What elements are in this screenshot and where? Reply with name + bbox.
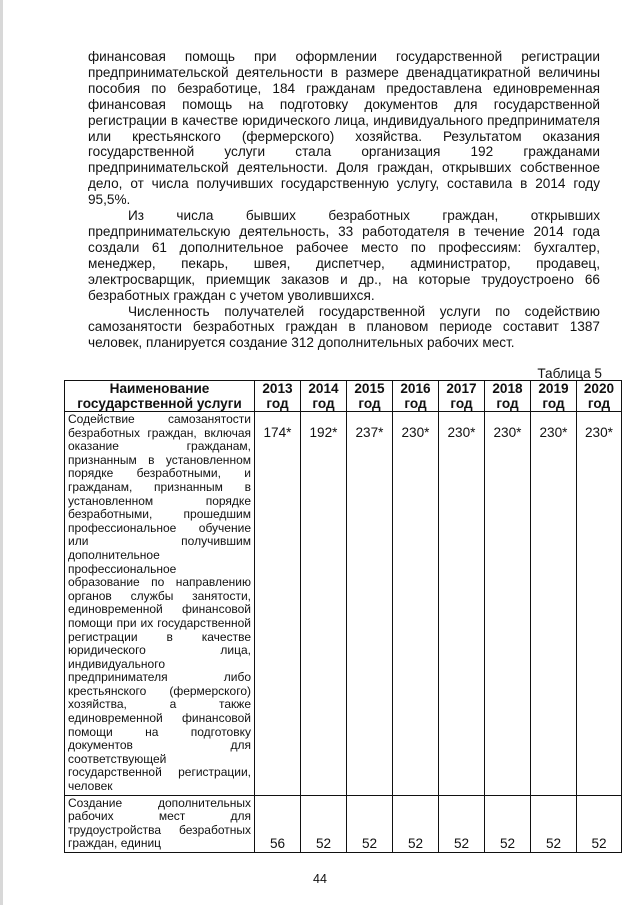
row-value: 230* (577, 412, 622, 796)
row-value: 52 (439, 795, 485, 852)
header-year: 2020 год (577, 381, 622, 412)
row-value: 52 (485, 795, 531, 852)
row-value: 56 (255, 795, 301, 852)
services-table (64, 380, 622, 853)
header-year: 2015 год (347, 381, 393, 412)
header-year: 2018 год (485, 381, 531, 412)
row-value: 52 (347, 795, 393, 852)
row-value: 52 (393, 795, 439, 852)
row-value: 52 (577, 795, 622, 852)
header-year: 2019 год (531, 381, 577, 412)
table-row (65, 412, 622, 796)
page-number: 44 (313, 872, 327, 886)
row-value: 52 (531, 795, 577, 852)
table-header-row (65, 381, 622, 412)
header-year: 2014 год (301, 381, 347, 412)
header-year: 2017 год (439, 381, 485, 412)
row-value: 230* (531, 412, 577, 796)
paragraph-3: Численность получателей государственной услуги по содействию самозанятости безработных граждан в плановом периоде составит 1387 человек, планируется создание 312 дополнительных рабочих мест. (88, 303, 600, 351)
header-year: 2016 год (393, 381, 439, 412)
header-service-name: Наименование государственной услуги (65, 381, 255, 412)
row-value: 174* (255, 412, 301, 796)
row-value: 230* (485, 412, 531, 796)
header-year: 2013 год (255, 381, 301, 412)
body-text (88, 49, 600, 351)
row-service-name: Создание дополнительных рабочих мест для трудоустройства безработных граждан, единиц (65, 795, 255, 852)
table-caption: Таблица 5 (537, 366, 602, 381)
scan-edge (0, 0, 3, 905)
table-row (65, 795, 622, 852)
row-service-name: Содействие самозанятости безработных граждан, включая оказание гражданам, признанным в установленном порядке безработными, и гражданам, признанным в установленном порядке безработными, прошедшим профессиональное обучение или получившим дополнительное профессиональное образование по направлению органов службы занятости, единовременной финансовой помощи при их государственной регистрации в качестве юридического лица, индивидуального предпринимателя либо крестьянского (фермерского) хозяйства, а также единовременной финансовой помощи на подготовку документов для соответствующей государственной регистрации, человек (65, 412, 255, 796)
row-value: 230* (439, 412, 485, 796)
row-value: 192* (301, 412, 347, 796)
row-value: 230* (393, 412, 439, 796)
paragraph-1: финансовая помощь при оформлении государственной регистрации предпринимательской деятельности в размере двенадцатикратной величины пособия по безработице, 184 гражданам предоставлена единовременная финансовая помощь на подготовку документов для государственной регистрации в качестве юридического лица, индивидуального предпринимателя или крестьянского (фермерского) хозяйства. Результатом оказания государственной услуги стала организация 192 гражданами предпринимательской деятельности. Доля граждан, открывших собственное дело, от числа получивших государственную услугу, составила в 2014 году 95,5%. (88, 49, 600, 208)
paragraph-2: Из числа бывших безработных граждан, открывших предпринимательскую деятельность, 33 работодателя в течение 2014 года создали 61 дополнительное рабочее место по профессиям: бухгалтер, менеджер, пекарь, швея, диспетчер, администратор, продавец, электросварщик, приемщик заказов и др., на которые трудоустроено 66 безработных граждан с учетом уволившихся. (88, 208, 600, 303)
row-value: 237* (347, 412, 393, 796)
row-value: 52 (301, 795, 347, 852)
